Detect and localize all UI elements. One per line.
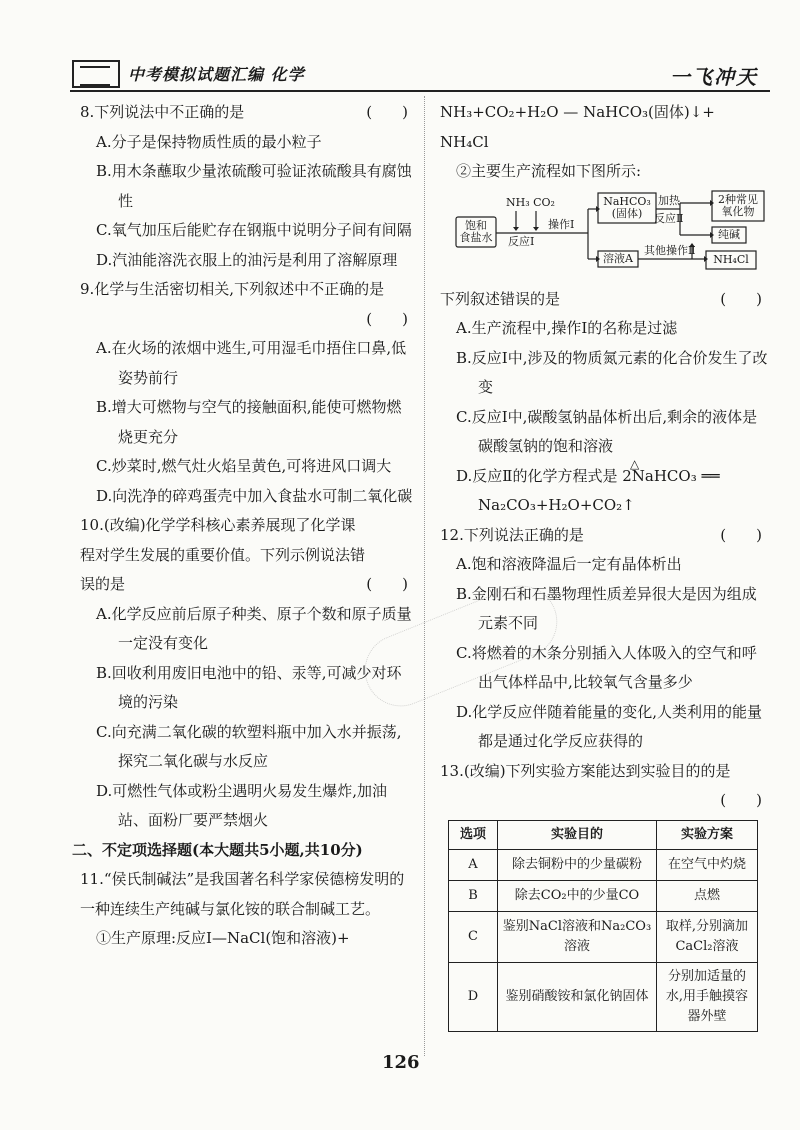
reaction-2-label: 反应Ⅱ <box>654 211 684 225</box>
table-cell: B <box>449 880 498 911</box>
logo-icon <box>72 60 120 88</box>
column-header: 选项 <box>449 820 498 849</box>
table-cell: 除去CO₂中的少量CO <box>498 880 657 911</box>
production-principle: ①生产原理:反应Ⅰ—NaCl(饱和溶液)+ <box>96 929 350 947</box>
table-cell: 鉴别NaCl溶液和Na₂CO₃溶液 <box>498 911 657 962</box>
option-c: C.将燃着的木条分别插入人体吸入的空气和呼出气体样品中,比较氧气含量多少 <box>456 643 757 691</box>
answer-bracket: ( ) <box>366 103 408 121</box>
option-d: D.可燃性气体或粉尘遇明火易发生爆炸,加油站、面粉厂要严禁烟火 <box>96 781 388 829</box>
answer-bracket: ( ) <box>720 791 762 809</box>
soda-box-label: 纯碱 <box>718 227 740 241</box>
equation-line: NH₃+CO₂+H₂O — NaHCO₃(固体)↓+ <box>440 103 715 121</box>
table-cell: A <box>449 849 498 880</box>
option-c: C.向充满二氧化碳的软塑料瓶中加入水并振荡,探究二氧化碳与水反应 <box>96 722 402 770</box>
solution-a-box-label: 溶液A <box>603 251 633 265</box>
brand-logo: 一飞冲天 <box>670 65 758 89</box>
question-8 <box>80 98 416 275</box>
option-a: A.分子是保持物质性质的最小粒子 <box>96 132 322 151</box>
question-11-choices <box>440 285 770 521</box>
table-cell: 分别加适量的水,用手触摸容器外壁 <box>657 962 758 1031</box>
column-divider <box>424 96 425 1056</box>
option-c: C.炒菜时,燃气灶火焰呈黄色,可将进风口调大 <box>96 457 392 475</box>
question-13 <box>440 757 770 1032</box>
section-heading: 二、不定项选择题(本大题共5小题,共10分) <box>72 840 363 859</box>
oxides-box-label: 2种常见 氧化物 <box>718 192 758 218</box>
option-d-text: D.反应Ⅱ的化学方程式是 2NaHCO₃ ══ Na₂CO₃+H₂O+CO₂↑ <box>456 466 720 514</box>
table-row <box>449 962 758 1031</box>
answer-bracket: ( ) <box>720 289 762 308</box>
column-header: 实验方案 <box>657 820 758 849</box>
feed-box-label: 饱和 食盐水 <box>459 218 493 244</box>
option-d: D.汽油能溶洗衣服上的油污是利用了溶解原理 <box>96 250 398 269</box>
equation-line: NH₄Cl <box>440 132 489 151</box>
table-row <box>449 911 758 962</box>
option-c: C.反应Ⅰ中,碳酸氢钠晶体析出后,剩余的液体是碳酸氢钠的饱和溶液 <box>456 407 758 455</box>
option-a: A.化学反应前后原子种类、原子个数和原子质量一定没有变化 <box>96 604 412 652</box>
question-11 <box>80 865 416 954</box>
nh4cl-box-label: NH₄Cl <box>713 252 749 266</box>
question-stem: 9.化学与生活密切相关,下列叙述中不正确的是 <box>80 280 385 298</box>
left-column <box>72 98 416 954</box>
question-stem: 10.(改编)化学学科核心素养展现了化学课程对学生发展的重要价值。下列示例说法错误的是 <box>80 516 366 593</box>
reagents-label: NH₃ CO₂ <box>506 195 555 209</box>
question-stem: 11.“侯氏制碱法”是我国著名科学家侯德榜发明的一种连续生产纯碱与氯化铵的联合制碱工艺。 <box>80 870 405 918</box>
reaction-1-label: 反应Ⅰ <box>508 234 535 248</box>
question-stem: 8.下列说法中不正确的是 <box>80 103 245 121</box>
option-a: A.生产流程中,操作Ⅰ的名称是过滤 <box>456 319 678 337</box>
table-cell: 点燃 <box>657 880 758 911</box>
table-cell: C <box>449 911 498 962</box>
question-stem: 下列叙述错误的是 <box>440 289 561 308</box>
option-b: B.用木条蘸取少量浓硫酸可验证浓硫酸具有腐蚀性 <box>96 162 412 210</box>
column-header: 实验目的 <box>498 820 657 849</box>
process-flow-diagram <box>440 189 770 285</box>
table-row <box>449 849 758 880</box>
answer-bracket: ( ) <box>366 575 408 593</box>
option-b: B.增大可燃物与空气的接触面积,能使可燃物燃烧更充分 <box>96 398 402 446</box>
header-title: 中考模拟试题汇编 化学 <box>128 65 305 84</box>
option-a: A.在火场的浓烟中逃生,可用湿毛巾捂住口鼻,低姿势前行 <box>96 339 407 387</box>
table-cell: 除去铜粉中的少量碳粉 <box>498 849 657 880</box>
table-header-row <box>449 820 758 849</box>
option-d: D.化学反应伴随着能量的变化,人类利用的能量都是通过化学反应获得的 <box>456 702 763 750</box>
option-b: B.反应Ⅰ中,涉及的物质氮元素的化合价发生了改变 <box>456 348 768 396</box>
other-operations-label: 其他操作Ⅱ <box>644 243 696 257</box>
page-header <box>70 58 770 90</box>
option-d: D.向洗净的碎鸡蛋壳中加入食盐水可制二氧化碳 <box>96 486 413 505</box>
table-cell: 在空气中灼烧 <box>657 849 758 880</box>
question-stem: 13.(改编)下列实验方案能达到实验目的的是 <box>440 761 731 780</box>
table-cell: 取样,分别滴加CaCl₂溶液 <box>657 911 758 962</box>
option-a: A.饱和溶液降温后一定有晶体析出 <box>456 555 682 573</box>
option-b: B.金刚石和石墨物理性质差异很大是因为组成元素不同 <box>456 584 757 632</box>
experiment-table <box>448 820 758 1032</box>
answer-bracket: ( ) <box>366 309 408 328</box>
flow-intro: ②主要生产流程如下图所示: <box>456 162 642 180</box>
option-d: D.反应Ⅱ的化学方程式是 2NaHCO₃ ══ Na₂CO₃+H₂O+CO₂↑ △ <box>456 456 720 514</box>
option-c: C.氧气加压后能贮存在钢瓶中说明分子间有间隔 <box>96 221 412 239</box>
question-9 <box>80 275 416 511</box>
question-stem: 12.下列说法正确的是 <box>440 525 584 544</box>
heat-label: 加热 <box>658 193 680 207</box>
table-cell: D <box>449 962 498 1031</box>
header-rule <box>70 90 770 92</box>
answer-bracket: ( ) <box>720 525 762 544</box>
nahco3-box-label: NaHCO₃ (固体) <box>603 194 651 220</box>
operation-1-label: 操作Ⅰ <box>548 217 575 231</box>
right-column <box>440 98 770 1032</box>
page-number: 126 <box>382 1052 420 1073</box>
table-row <box>449 880 758 911</box>
option-b: B.回收利用废旧电池中的铅、汞等,可减少对环境的污染 <box>96 663 402 711</box>
table-cell: 鉴别硝酸铵和氯化钠固体 <box>498 962 657 1031</box>
